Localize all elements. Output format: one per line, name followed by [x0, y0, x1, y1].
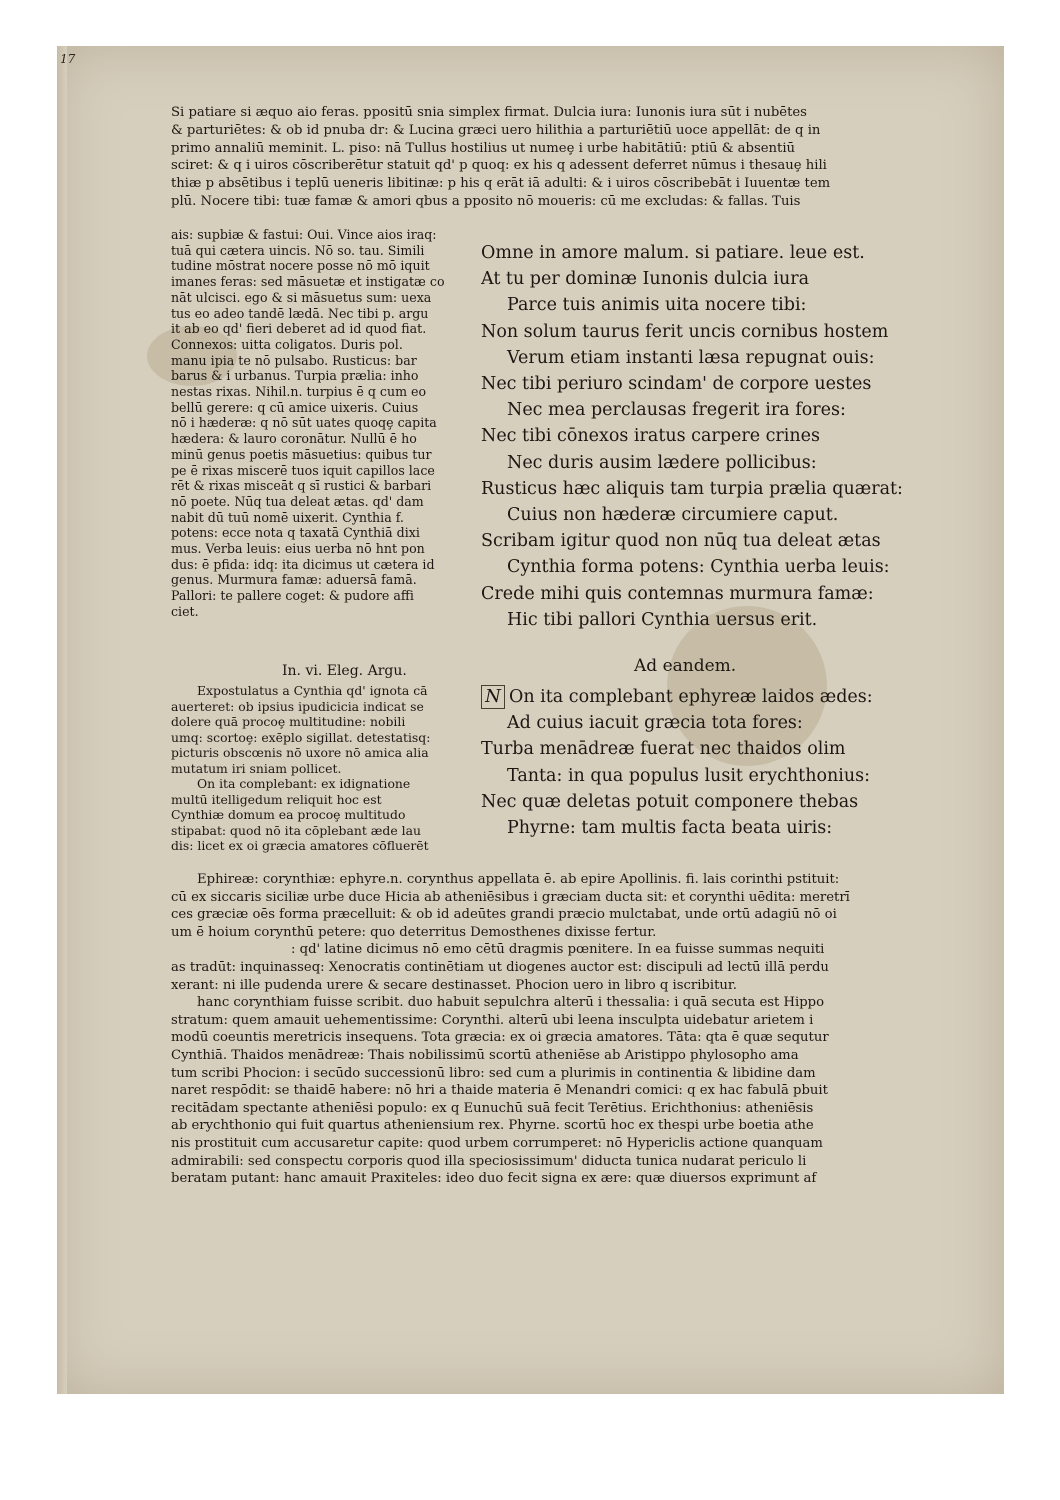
commentary-line: dus: ē pfida: idq: ita dicimus ut cætera id — [171, 556, 435, 572]
commentary-line: picturis obscœnis nō uxore nō amica alia — [171, 745, 429, 760]
commentary-line: stipabat: quod nō ita cōplebant æde lau — [171, 822, 421, 838]
commentary-line: tuā qui cætera uincis. Nō so. tau. Simili — [171, 242, 425, 258]
commentary-line: modū coeuntis meretricis insequens. Tota græcia: ex oi græcia amatores. Tāta: qta ē quæ sequtur — [171, 1030, 829, 1046]
verse-line — [481, 684, 873, 710]
verse-text: On ita complebant ephyreæ laidos ædes: — [509, 687, 873, 707]
verse-line: Non solum taurus ferit uncis cornibus hostem — [481, 321, 889, 342]
commentary-line: Expostulatus a Cynthia qd' ignota cā — [197, 683, 428, 698]
verse-line: Rusticus hæc aliquis tam turpia prælia quærat: — [481, 478, 903, 499]
commentary-line: naret respōdit: se thaidē habere: nō hri a thaide materia ē Menandri comici: q ex hac fabulā pbuit — [171, 1083, 828, 1099]
commentary-line: nis prostituit cum accusaretur capite: quod urbem corrumperet: nō Hypericlis actione quanquam — [171, 1135, 823, 1151]
commentary-line: imanes feras: sed māsuetæ et instigatæ co — [171, 274, 445, 290]
verse-line: Parce tuis animis uita nocere tibi: — [507, 295, 807, 316]
commentary-line: nō poete. Nūq tua deleat ætas. qd' dam — [171, 493, 424, 509]
verse-line: Nec mea perclausas fregerit ira fores: — [507, 400, 846, 421]
commentary-line: genus. Murmura famæ: aduersā famā. — [171, 572, 417, 588]
verse-line: Crede mihi quis contemnas murmura famæ: — [481, 583, 874, 604]
commentary-line: & parturiētes: & ob id pnuba dr: & Lucina græci uero hilithia a parturiētiū uoce appellāt: de q in — [171, 122, 821, 138]
verse-line: Nec tibi cōnexos iratus carpere crines — [481, 426, 820, 447]
commentary-line: nāt ulcisci. ego & si māsuetus sum: uexa — [171, 289, 432, 305]
poem-verses-first — [481, 240, 903, 633]
verse-line: Nec quæ deletas potuit componere thebas — [481, 791, 859, 812]
commentary-line: Connexos: uitta coligatos. Duris pol. — [171, 336, 403, 352]
verse-line: Verum etiam instanti læsa repugnat ouis: — [507, 347, 875, 368]
commentary-line: multū itelligedum reliquit hoc est — [171, 791, 382, 807]
commentary-line: barus & i urbanus. Turpia prælia: inho — [171, 368, 419, 384]
verse-line: Hic tibi pallori Cynthia uersus erit. — [507, 609, 818, 630]
commentary-line: it ab eo qd' fieri deberet ad id quod fiat. — [171, 321, 427, 337]
commentary-line: Cynthiā. Thaidos menādreæ: Thais nobilissimū scortū atheniēse ab Aristippo phylosopho ama — [171, 1047, 799, 1063]
commentary-line: minū genus poetis māsuetius: quibus tur — [171, 446, 432, 462]
commentary-line: mus. Verba leuis: eius uerba nō hnt pon — [171, 541, 425, 557]
verse-line: Omne in amore malum. si patiare. leue est. — [481, 243, 865, 263]
verse-line: Turba menādreæ fuerat nec thaidos olim — [481, 739, 846, 760]
commentary-line: xerant: ni ille pudenda urere & secare destinasset. Phocion uero in libro q iscribitur. — [171, 977, 737, 993]
verse-line: Cynthia forma potens: Cynthia uerba leuis: — [507, 557, 890, 578]
commentary-line: nabit dū tuū nomē uixerit. Cynthia f. — [171, 509, 404, 525]
commentary-line: bellū gerere: q cū amice uixeris. Cuius — [171, 399, 419, 415]
commentary-line: pe ē rixas miscerē tuos iquit capillos lace — [171, 462, 435, 478]
commentary-line: Pallori: te pallere coget: & pudore affi — [171, 588, 414, 604]
argument-text — [171, 683, 430, 854]
commentary-line: hanc corynthiam fuisse scribit. duo habuit sepulchra alterū i thessalia: i quā secuta est Hippo — [197, 995, 825, 1011]
commentary-line: rēt & rixas misceāt q sī rustici & barbari — [171, 478, 432, 494]
verse-line: Tanta: in qua populus lusit erychthonius: — [507, 765, 871, 786]
verse-line: At tu per dominæ Iunonis dulcia iura — [481, 269, 810, 290]
commentary-line: : qd' latine dicimus nō emo cētū dragmis pœnitere. In ea fuisse summas nequiti — [291, 942, 825, 958]
commentary-top — [171, 104, 830, 211]
commentary-bottom — [171, 871, 850, 1188]
verse-line: Cuius non hæderæ circumiere caput. — [507, 505, 839, 526]
commentary-line: dis: licet ex oi græcia amatores cōfluerēt — [171, 838, 429, 853]
commentary-line: umq: scortoȩ: exēplo sigillat. detestatisq: — [171, 729, 431, 745]
commentary-line: sciret: & q i uiros cōscriberētur statuit qd' p quoq: ex his q adessent deferret nūmus i thesauȩ hili — [171, 158, 827, 174]
drop-initial: N — [481, 685, 505, 709]
commentary-line: nō i hæderæ: q nō sūt uates quoqȩ capita — [171, 415, 437, 431]
commentary-line: admirabili: sed conspectu corporis quod illa speciosissimum' diducta tunica nudarat periculo li — [171, 1153, 807, 1169]
poem-verses-second — [481, 684, 873, 841]
commentary-line: ab erychthonio qui fuit quartus atheniensium rex. Phyrne. scortū hoc ex thespi urbe boetia athe — [171, 1118, 814, 1134]
poem-second-heading: Ad eandem. — [634, 656, 737, 676]
commentary-line: ciet. — [171, 603, 199, 619]
verse-line: Nec tibi periuro scindam' de corpore uestes — [481, 374, 872, 395]
folio-corner-mark: 17 — [60, 52, 76, 66]
verse-line: Phyrne: tam multis facta beata uiris: — [507, 818, 833, 839]
commentary-line: manu ipia te nō pulsabo. Rusticus: bar — [171, 352, 417, 368]
commentary-left-column — [171, 227, 445, 620]
page-gutter-edge — [57, 46, 67, 1394]
commentary-line: primo annaliū meminit. L. piso: nā Tullus hostilius ut numeȩ i urbe habitātiū: ptiū & absentiū — [171, 140, 796, 156]
commentary-line: stratum: quem amauit uehementissime: Corynthi. alterū ubi leena insculpta uidebatur arietem i — [171, 1012, 814, 1028]
commentary-line: Cynthiæ domum ea procoȩ multitudo — [171, 807, 406, 822]
commentary-line: tus eo adeo tandē lædā. Nec tibi p. argu — [171, 305, 429, 321]
commentary-line: Ephireæ: corynthiæ: ephyre.n. corynthus appellata ē. ab epire Apollinis. fi. lais corinthi pstituit: — [197, 872, 840, 887]
commentary-line: Si patiare si æquo aio feras. ppositū snia simplex firmat. Dulcia iura: Iunonis iura sūt i nubētes — [171, 105, 807, 120]
commentary-line: dolere quā procoȩ multitudine: nobili — [171, 714, 406, 729]
commentary-line: plū. Nocere tibi: tuæ famæ & amori qbus a pposito nō moueris: cū me excludas: & fallas. Tuis — [171, 193, 801, 209]
commentary-line: cū ex siccaris siciliæ urbe duce Hicia ab atheniēsibus i græciam ducta sit: et corynthi uēdita: meretrī — [171, 889, 850, 905]
commentary-line: tum scribi Phocion: i secūdo successionū libro: sed cum a plurimis in continentia & libidine dam — [171, 1065, 816, 1081]
commentary-line: ais: supbiæ & fastui: Oui. Vince aios iraq: — [171, 227, 437, 242]
commentary-line: potens: ecce nota q taxatā Cynthiā dixi — [171, 525, 420, 541]
argument-heading: In. vi. Eleg. Argu. — [282, 663, 407, 679]
commentary-line: nestas rixas. Nihil.n. turpius ē q cum eo — [171, 384, 427, 400]
commentary-line: auerteret: ob ipsius ipudicicia indicat se — [171, 698, 424, 714]
commentary-line: tudine mōstrat nocere posse nō mō iquit — [171, 258, 430, 274]
commentary-line: mutatum iri sniam pollicet. — [171, 760, 342, 776]
commentary-line: beratam putant: hanc amauit Praxiteles: ideo duo fecit signa ex ære: quæ diuersos exprimunt af — [171, 1171, 817, 1187]
commentary-line: hædera: & lauro coronātur. Nullū ē ho — [171, 431, 417, 447]
commentary-line: as tradūt: inquinasseq: Xenocratis continētiam ut diogenes auctor est: discipuli ad lectū illā perdu — [171, 959, 829, 975]
commentary-line: ces græciæ oēs forma præcelluit: & ob id adeūtes grandi præcio mulctabat, unde ortū adagiū nō oi — [171, 907, 837, 923]
commentary-line: On ita complebant: ex idignatione — [197, 776, 411, 791]
verse-line: Ad cuius iacuit græcia tota fores: — [507, 713, 803, 734]
commentary-line: um ē hoium corynthū petere: quo deterritus Demosthenes dixisse fertur. — [171, 924, 657, 940]
verse-line: Nec duris ausim lædere pollicibus: — [507, 452, 817, 473]
commentary-line: thiæ p absētibus i teplū ueneris libitinæ: p his q erāt iā adulti: & i uiros cōscribebāt i Iuuentæ tem — [171, 176, 831, 192]
commentary-line: recitādam spectante atheniēsi populo: ex q Eunuchū suā fecit Terētius. Erichthonius: atheniēsis — [171, 1100, 814, 1116]
verse-line: Scribam igitur quod non nūq tua deleat ætas — [481, 531, 881, 552]
